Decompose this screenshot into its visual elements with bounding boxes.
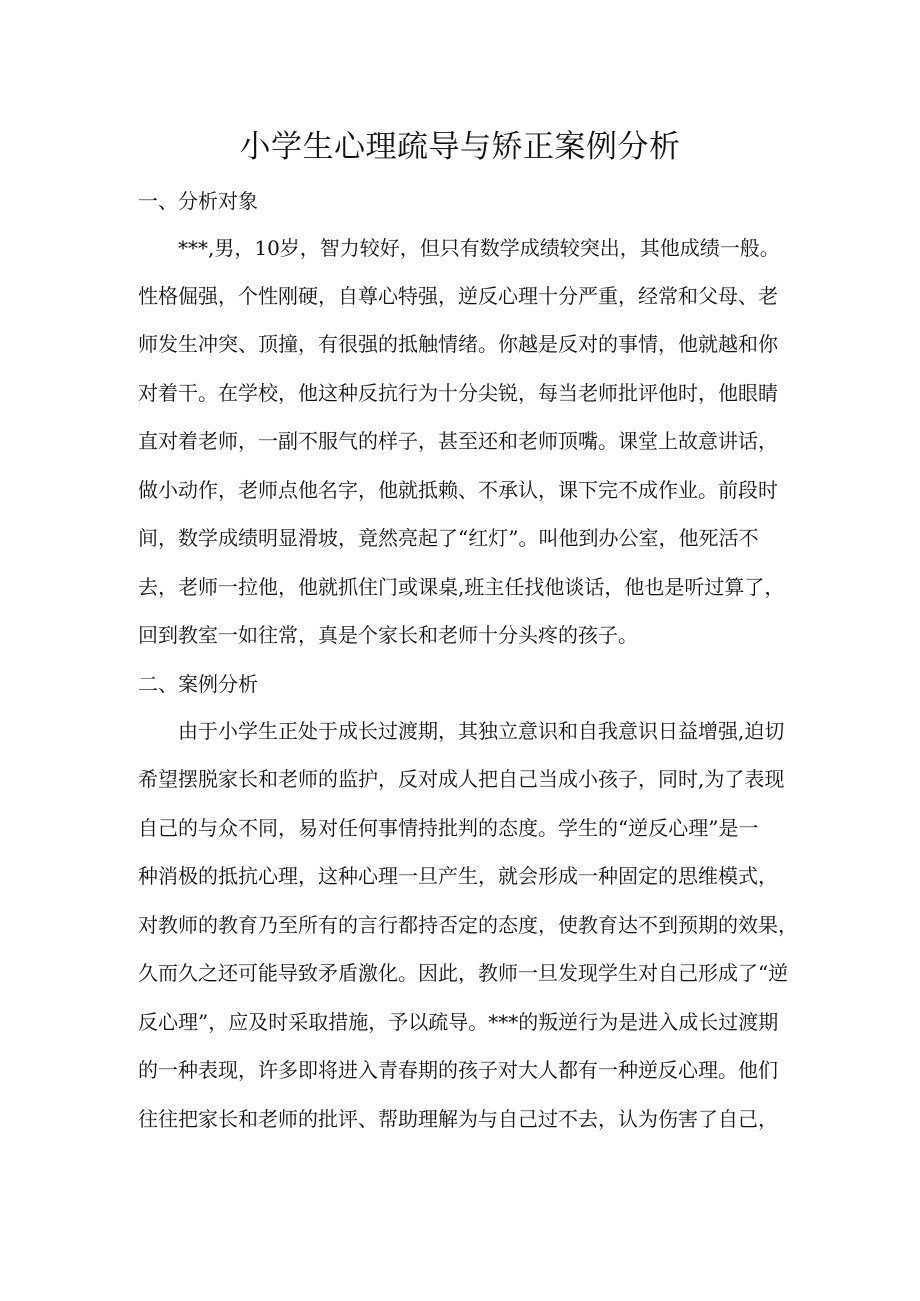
paragraph-analysis-subject	[138, 233, 798, 653]
paragraph-line: 自己的与众不同，易对任何事情持批判的态度。学生的“逆反心理”是一	[138, 816, 759, 840]
paragraph-line: 做小动作，老师点他名字，他就抵赖、不承认，课下完不成作业。前段时	[138, 478, 778, 502]
paragraph-line: 对教师的教育乃至所有的言行都持否定的态度，使教育达不到预期的效果，	[138, 913, 798, 937]
paragraph-line: 由于小学生正处于成长过渡期，其独立意识和自我意识日益增强,迫切	[178, 719, 785, 743]
paragraph-line: 去，老师一拉他，他就抓住门或课桌,班主任找他谈话，他也是听过算了，	[138, 575, 785, 599]
paragraph-line: 对着干。在学校，他这种反抗行为十分尖锐，每当老师批评他时，他眼睛	[138, 381, 778, 405]
paragraph-line: 回到教室一如往常，真是个家长和老师十分头疼的孩子。	[138, 623, 638, 647]
paragraph-line: 性格倔强，个性刚硬，自尊心特强，逆反心理十分严重，经常和父母、老	[138, 284, 778, 308]
paragraph-line: 种消极的抵抗心理，这种心理一旦产生，就会形成一种固定的思维模式，	[138, 864, 778, 888]
paragraph-line: 的一种表现，许多即将进入青春期的孩子对大人都有一种逆反心理。他们	[138, 1058, 778, 1082]
paragraph-line: ***,男，10岁，智力较好，但只有数学成绩较突出，其他成绩一般。	[178, 236, 780, 260]
document-title: 小学生心理疏导与矫正案例分析	[239, 129, 681, 165]
paragraph-line: 久而久之还可能导致矛盾激化。因此，教师一旦发现学生对自己形成了“逆	[138, 961, 789, 985]
paragraph-line: 往往把家长和老师的批评、帮助理解为与自己过不去，认为伤害了自己，	[138, 1107, 778, 1131]
section-heading-analysis-subject: 一、分析对象	[138, 189, 258, 213]
paragraph-line: 直对着老师，一副不服气的样子，甚至还和老师顶嘴。课堂上故意讲话，	[138, 429, 778, 453]
paragraph-line: 师发生冲突、顶撞，有很强的抵触情绪。你越是反对的事情，他就越和你	[138, 332, 778, 356]
paragraph-line: 间，数学成绩明显滑坡，竟然亮起了“红灯”。叫他到办公室，他死活不	[138, 526, 759, 550]
section-heading-case-analysis: 二、案例分析	[138, 672, 258, 696]
paragraph-line: 反心理”，应及时采取措施，予以疏导。***的叛逆行为是进入成长过渡期	[138, 1010, 779, 1034]
paragraph-case-analysis	[138, 716, 798, 1136]
paragraph-line: 希望摆脱家长和老师的监护，反对成人把自己当成小孩子，同时,为了表现	[138, 767, 785, 791]
